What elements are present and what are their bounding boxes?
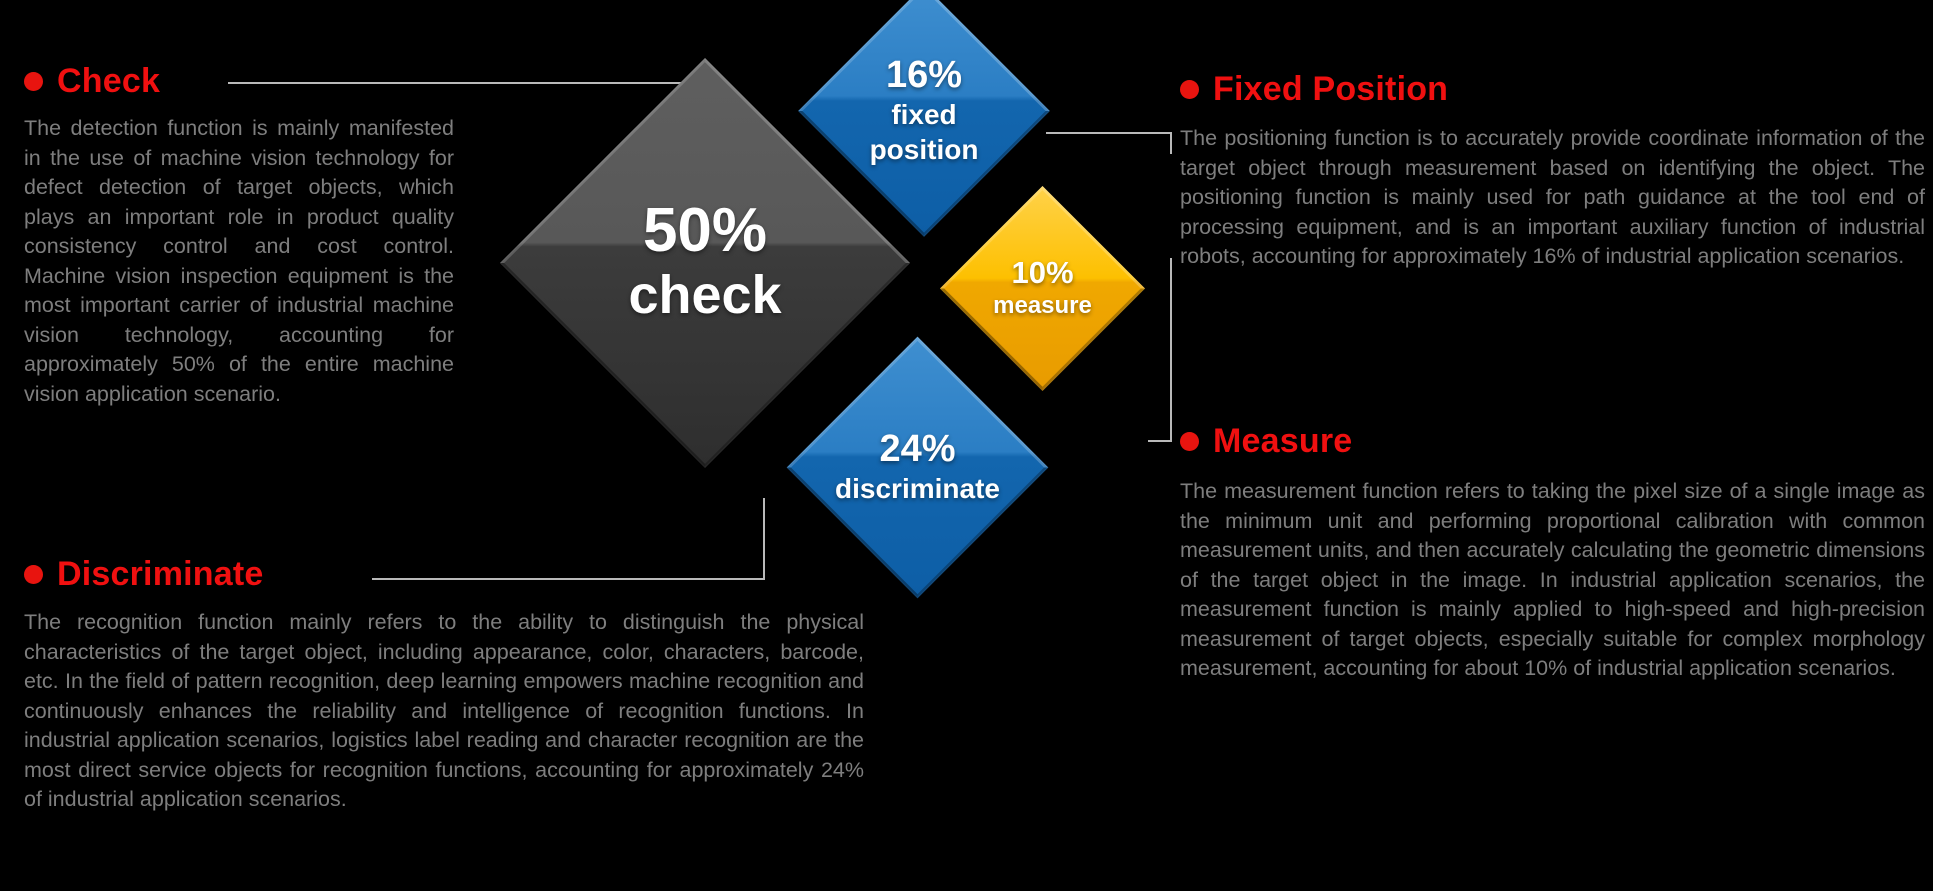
section-heading-discriminate	[24, 555, 263, 594]
section-title-measure: Measure	[1213, 422, 1353, 460]
bullet-icon-discriminate	[24, 565, 43, 584]
bullet-icon-measure	[1180, 432, 1199, 451]
diamond-discriminate[interactable]	[787, 337, 1049, 599]
section-body-check: The detection function is mainly manifested in the use of machine vision technology for defect detection of target objects, which plays an important role in product quality consistency control and cost control. Machine vision inspection equipment is the most important carrier of industrial machine vision technology, accounting for approximately 50% of the entire machine vision application scenario.	[24, 116, 454, 406]
diamond-measure-face	[940, 186, 1145, 391]
section-body-measure: The measurement function refers to taking the pixel size of a single image as the minimum unit and performing proportional calibration with common measurement units, and then accurately calculating the geometric dimensions of the target object in the image. In industrial application scenarios, the measurement function is mainly applied to high-speed and high-precision measurement of target objects, especially suitable for complex morphology measurement, accounting for about 10% of industrial application scenarios.	[1180, 479, 1925, 680]
diamond-fixed-position-name-line1: fixed	[891, 98, 957, 130]
diamond-check-percent: 50%	[642, 196, 768, 266]
connector-measure	[1148, 440, 1171, 442]
diamond-measure-name: measure	[993, 291, 1092, 319]
bullet-icon-fixed-position	[1180, 80, 1199, 99]
diamond-discriminate-percent: 24%	[879, 428, 956, 471]
section-heading-measure	[1180, 422, 1352, 461]
section-heading-check	[24, 62, 160, 101]
diamond-fixed-position-name-line2: position	[869, 133, 979, 165]
connector-discriminate	[372, 578, 765, 580]
section-title-discriminate: Discriminate	[57, 555, 264, 593]
connector-fixed-position	[1046, 132, 1171, 134]
diamond-fixed-position-percent: 16%	[885, 54, 963, 97]
connector-check	[228, 82, 718, 84]
diamond-measure-percent: 10%	[1011, 255, 1074, 291]
diamond-measure[interactable]	[940, 186, 1145, 391]
diamond-discriminate-face	[787, 337, 1049, 599]
diamond-check-name: check	[628, 265, 782, 326]
section-body-discriminate: The recognition function mainly refers to the ability to distinguish the physical characteristics of the target object, including appearance, color, characters, barcode, etc. In the field of pattern recognition, deep learning empowers machine recognition and continuously enhances the reliability and intelligence of recognition functions. In industrial application scenarios, logistics label reading and character recognition are the most direct service objects for recognition functions, accounting for approximately 24% of industrial application scenarios.	[24, 610, 864, 811]
section-title-fixed-position: Fixed Position	[1213, 70, 1449, 108]
bullet-icon-check	[24, 72, 43, 91]
connector-measure-stem	[1170, 258, 1172, 442]
section-heading-fixed-position	[1180, 70, 1448, 109]
section-body-fixed-position: The positioning function is to accurately provide coordinate information of the target object through measurement based on identifying the object. The positioning function is mainly used for path guidance at the tool end of processing equipment, and is an important auxiliary function of industrial robots, accounting for approximately 16% of industrial application scenarios.	[1180, 126, 1925, 268]
connector-discriminate-stem	[763, 498, 765, 580]
diamond-discriminate-name: discriminate	[835, 472, 1000, 504]
connector-fixed-position-stem	[1170, 132, 1172, 154]
section-title-check: Check	[57, 62, 161, 100]
